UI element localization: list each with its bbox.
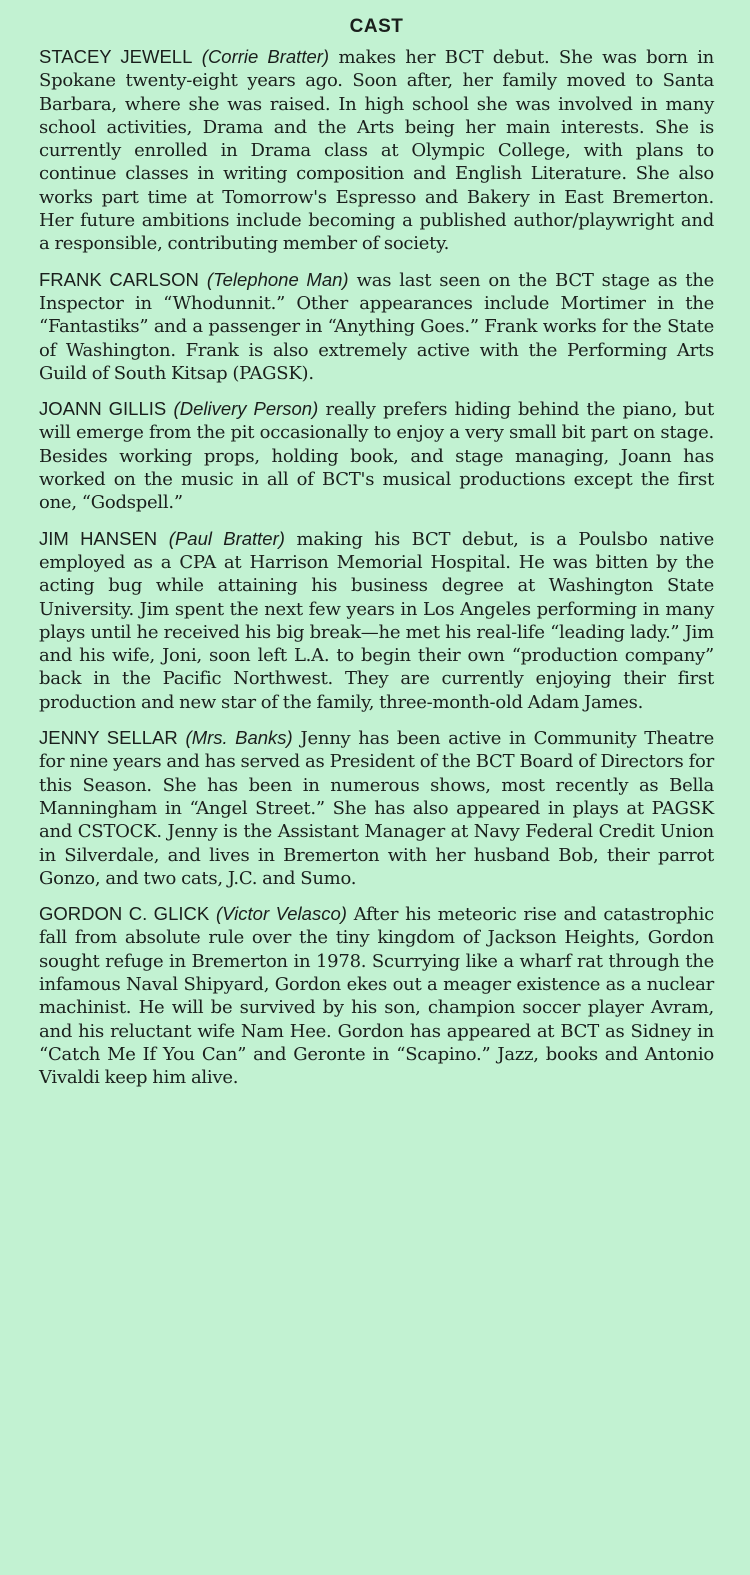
cast-bio-jenny-sellar bbox=[39, 726, 714, 890]
bio-text: was last seen on the BCT stage as the Inspector in “Whodunnit.” Other appearances include Mortimer in the “Fantastiks” and a passenger in “Anything Goes.” Frank works for the State of Washington. Frank is also extremely active with the Performing Arts Guild of South Kitsap (PAGSK). bbox=[39, 269, 714, 384]
actor-name: JOANN GILLIS bbox=[39, 398, 167, 420]
cast-bio-joann-gillis bbox=[39, 397, 714, 514]
role-name: (Victor Velasco) bbox=[216, 903, 347, 925]
cast-bio-gordon-glick bbox=[39, 902, 714, 1089]
actor-name: JENNY SELLAR bbox=[39, 727, 178, 749]
role-name: (Paul Bratter) bbox=[168, 527, 285, 549]
bio-text: making his BCT debut, is a Poulsbo native employed as a CPA at Harrison Memorial Hospital. He was bitten by the acting bug while attaining his business degree at Washington State University. Jim spent the next few years in Los Angeles performing in many plays until he received his big break—he met his real-life “leading lady.” Jim and his wife, Joni, soon left L.A. to begin their own “production company” back in the Pacific Northwest. They are currently enjoying their first production and new star of the family, three-month-old Adam James. bbox=[39, 528, 714, 713]
bio-text: Jenny has been active in Community Theatre for nine years and has served as President of the BCT Board of Directors for this Season. She has been in numerous shows, most recently as Bella Manningham in “Angel Street.” She has also appeared in plays at PAGSK and CSTOCK. Jenny is the Assistant Manager at Navy Federal Credit Union in Silverdale, and lives in Bremerton with her husband Bob, their parrot Gonzo, and two cats, J.C. and Sumo. bbox=[39, 728, 714, 889]
cast-bio-frank-carlson bbox=[39, 268, 714, 385]
actor-name: STACEY JEWELL bbox=[39, 46, 193, 67]
cast-bio-stacey-jewell bbox=[39, 45, 714, 256]
bio-text: After his meteoric rise and catastrophic fall from absolute rule over the tiny kingdom of Jackson Heights, Gordon sought refuge in Bremerton in 1978. Scurrying like a wharf rat through the infamous Naval Shipyard, Gordon ekes out a meager existence as a nuclear machinist. He will be survived by his son, champion soccer player Avram, and his reluctant wife Nam Hee. Gordon has appeared at BCT as Sidney in “Catch Me If You Can” and Geronte in “Scapino.” Jazz, books and Antonio Vivaldi keep him alive. bbox=[39, 904, 714, 1089]
bio-text: really prefers hiding behind the piano, but will emerge from the pit occasionally to enjoy a very small bit part on stage. Besides working props, holding book, and stage managing, Joann has worked on the music in all of BCT's musical productions except the first one, “Godspell.” bbox=[39, 399, 714, 514]
page-title: CAST bbox=[349, 16, 404, 37]
actor-name: FRANK CARLSON bbox=[39, 268, 199, 290]
role-name: (Mrs. Banks) bbox=[185, 727, 293, 749]
actor-name: GORDON C. GLICK bbox=[39, 903, 210, 925]
role-name: (Delivery Person) bbox=[173, 398, 319, 420]
role-name: (Corrie Bratter) bbox=[201, 46, 330, 67]
role-name: (Telephone Man) bbox=[206, 268, 349, 290]
bio-text: makes her BCT debut. She was born in Spokane twenty-eight years ago. Soon after, her family moved to Santa Barbara, where she was raised. In high school she was involved in many school activities, Drama and the Arts being her main interests. She is currently enrolled in Drama class at Olympic College, with plans to continue classes in writing composition and English Literature. She also works part time at Tomorrow's Espresso and Bakery in East Bremerton. Her future ambitions include becoming a published author/playwright and a responsible, contributing member of society. bbox=[39, 47, 714, 255]
cast-bio-jim-hansen bbox=[39, 527, 714, 714]
actor-name: JIM HANSEN bbox=[39, 527, 158, 549]
